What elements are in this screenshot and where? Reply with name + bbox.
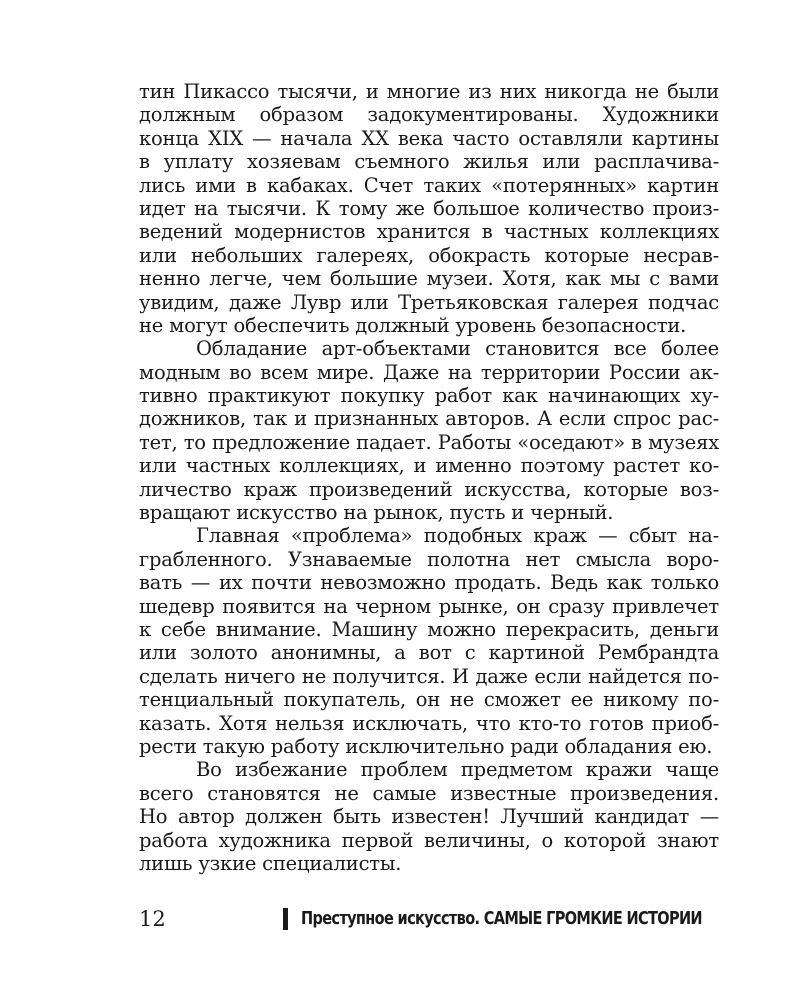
text-line: всего становятся не самые известные произведения. [139,781,719,805]
text-line: идет на тысячи. К тому же большое количество произ- [139,196,719,220]
text-line: дожников, так и признанных авторов. А если спрос рас- [139,407,719,431]
text-line: или частных коллекциях, и именно поэтому растет ко- [139,454,719,478]
text-line: Но автор должен быть известен! Лучший кандидат — [139,805,719,829]
text-line: лись ими в кабаках. Счет таких «потерянных» картин [139,173,719,197]
text-line: или золото анонимны, а вот с картиной Рембрандта [139,641,719,665]
text-line: грабленного. Узнаваемые полотна нет смысла воро- [139,547,719,571]
text-line: тивно практикуют покупку работ как начинающих ху- [139,384,719,408]
text-line: в уплату хозяевам съемного жилья или расплачива- [139,150,719,174]
text-line: лишь узкие специалисты. [139,851,402,875]
text-line: увидим, даже Лувр или Третьяковская галерея подчас [139,290,719,314]
text-line: к себе внимание. Машину можно перекрасить, деньги [139,617,719,641]
text-line: вать — их почти невозможно продать. Ведь как только [139,571,719,595]
text-line: вращают искусство на рынок, пусть и черный. [139,501,614,525]
text-line: личество краж произведений искусства, которые воз- [139,477,719,501]
text-line: сделать ничего не получится. И даже если найдется по- [139,664,719,688]
text-line: казать. Хотя нельзя исключать, что кто-то готов приоб- [139,711,719,735]
text-line: тин Пикассо тысячи, и многие из них никогда не были [139,80,719,103]
paragraph-start-line: Во избежание проблем предметом кражи чаще [196,758,719,782]
paragraph-start-line: Главная «проблема» подобных краж — сбыт на- [196,524,719,548]
text-line: шедевр появится на черном рынке, он сразу привлечет [139,594,719,618]
text-line: тет, то предложение падает. Работы «оседают» в музеях [139,430,719,454]
page-footer [139,905,719,935]
body-text [139,80,719,875]
page-number: 12 [139,907,166,931]
text-line: модным во всем мире. Даже на территории России ак- [139,360,719,384]
text-line: или небольших галереях, обокрасть которые несрав- [139,243,719,267]
text-line: должным образом задокументированы. Художники [139,103,719,127]
text-line: ведений модернистов хранится в частных коллекциях [139,220,719,244]
text-line: ненно легче, чем большие музеи. Хотя, как мы с вами [139,267,719,291]
text-line: тенциальный покупатель, он не сможет ее никому по- [139,688,719,712]
running-title: Преступное искусство. САМЫЕ ГРОМКИЕ ИСТОРИИ [301,909,702,929]
text-line: рести такую работу исключительно ради обладания ею. [139,734,713,758]
running-title-bar [283,908,288,930]
text-line: работа художника первой величины, о которой знают [139,828,719,852]
paragraph-start-line: Обладание арт-объектами становится все более [196,337,719,361]
text-line: не могут обеспечить должный уровень безопасности. [139,313,687,337]
text-line: конца XIX — начала XX века часто оставляли картины [139,126,719,150]
